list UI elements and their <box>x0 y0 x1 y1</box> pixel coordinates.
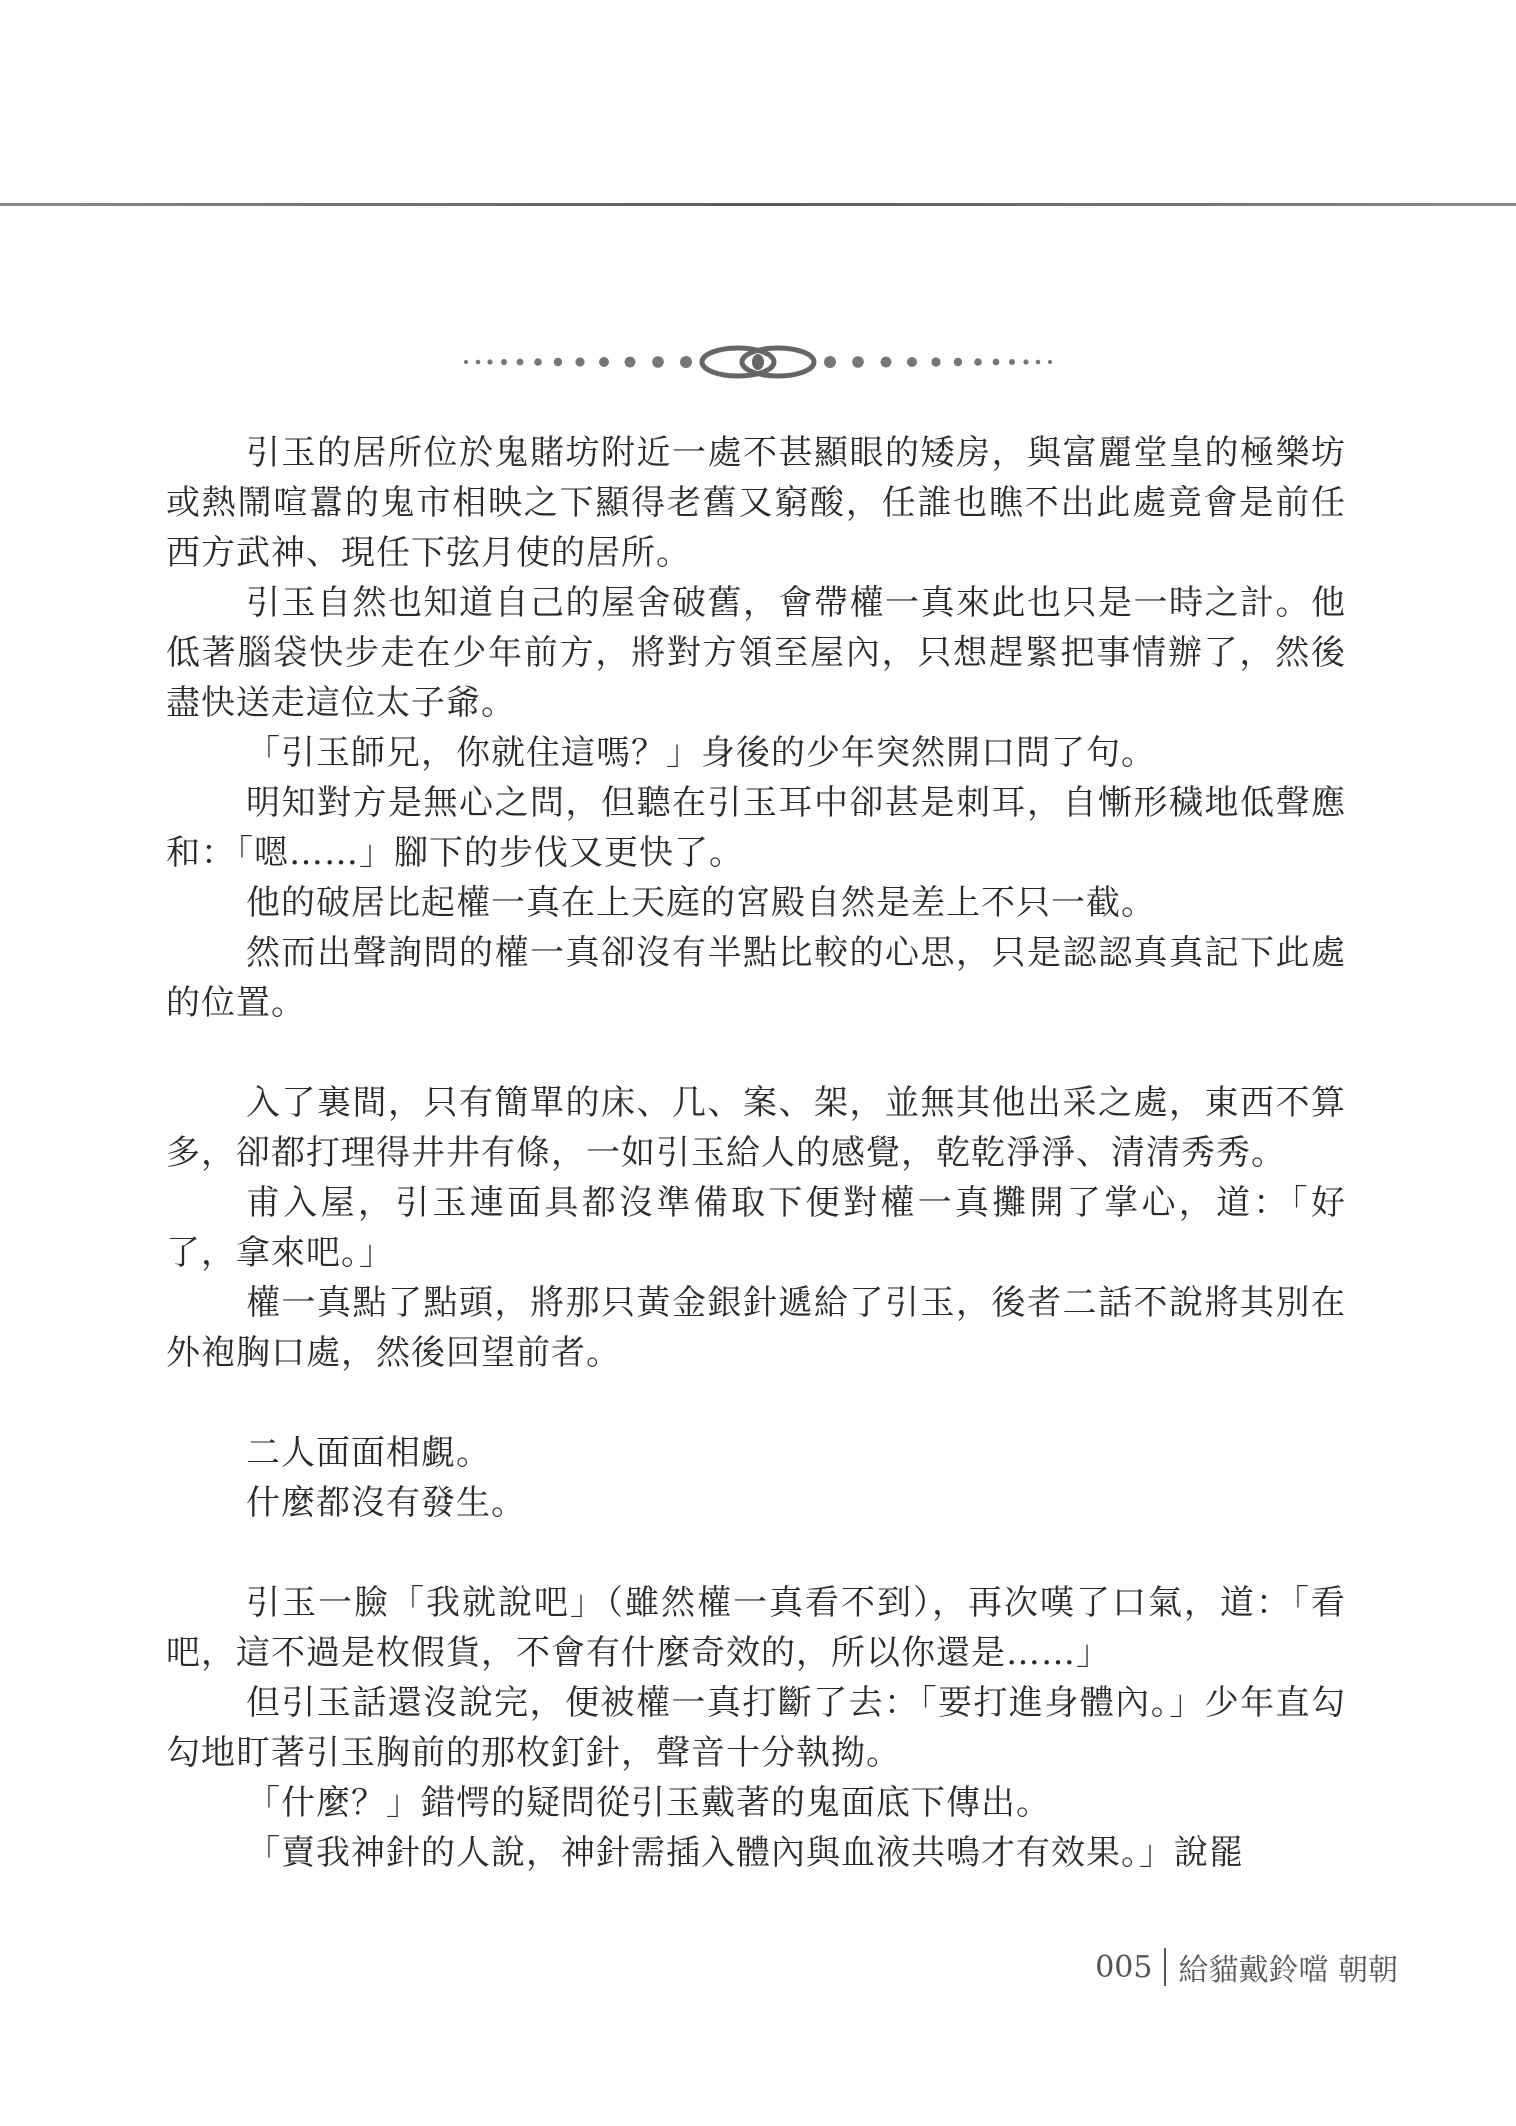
blank-line <box>166 1028 1346 1078</box>
paragraph: 引玉的居所位於鬼賭坊附近一處不甚顯眼的矮房，與富麗堂皇的極樂坊或熱鬧喧囂的鬼市相映之下顯得老舊又窮酸，任誰也瞧不出此處竟會是前任西方武神、現任下弦月使的居所。 <box>166 433 1346 573</box>
paragraph: 甫入屋，引玉連面具都沒準備取下便對權一真攤開了掌心，道：「好了，拿來吧。」 <box>166 1183 1346 1273</box>
running-title: 給貓戴鈴噹 朝朝 <box>1178 1953 1398 1988</box>
blank-line <box>166 1378 1346 1428</box>
paragraph: 「引玉師兄，你就住這嗎？」身後的少年突然開口問了句。 <box>246 733 1156 773</box>
blank-line <box>166 1528 1346 1578</box>
ornament-divider-icon <box>460 340 1056 384</box>
paragraph: 然而出聲詢問的權一真卻沒有半點比較的心思，只是認認真真記下此處的位置。 <box>166 933 1346 1023</box>
paragraph: 入了裏間，只有簡單的床、几、案、架，並無其他出采之處，東西不算多，卻都打理得井井有條，一如引玉給人的感覺，乾乾淨淨、清清秀秀。 <box>166 1083 1346 1173</box>
paragraph: 引玉自然也知道自己的屋舍破舊，會帶權一真來此也只是一時之計。他低著腦袋快步走在少年前方，將對方領至屋內，只想趕緊把事情辦了，然後盡快送走這位太子爺。 <box>166 583 1346 723</box>
body-text <box>166 428 1346 1878</box>
header-rule <box>0 203 1516 206</box>
page-footer <box>1095 1945 1398 1989</box>
paragraph: 二人面面相覷。 <box>246 1433 491 1473</box>
page-number: 005 <box>1095 1949 1153 1985</box>
paragraph: 「賣我神針的人說，神針需插入體內與血液共鳴才有效果。」說罷 <box>246 1833 1244 1873</box>
paragraph: 什麼都沒有發生。 <box>246 1483 526 1523</box>
paragraph: 但引玉話還沒說完，便被權一真打斷了去：「要打進身體內。」少年直勾勾地盯著引玉胸前的那枚釘針，聲音十分執拗。 <box>166 1683 1346 1773</box>
paragraph: 引玉一臉「我就說吧」（雖然權一真看不到），再次嘆了口氣，道：「看吧，這不過是枚假貨，不會有什麼奇效的，所以你還是……」 <box>166 1583 1346 1673</box>
paragraph: 他的破居比起權一真在上天庭的宮殿自然是差上不只一截。 <box>246 883 1156 923</box>
paragraph: 「什麼？」錯愕的疑問從引玉戴著的鬼面底下傳出。 <box>246 1783 1051 1823</box>
paragraph: 明知對方是無心之問，但聽在引玉耳中卻甚是刺耳，自慚形穢地低聲應和：「嗯……」腳下的步伐又更快了。 <box>166 783 1346 873</box>
paragraph: 權一真點了點頭，將那只黃金銀針遞給了引玉，後者二話不說將其別在外袍胸口處，然後回望前者。 <box>166 1283 1346 1373</box>
footer-separator <box>1164 1948 1166 1986</box>
